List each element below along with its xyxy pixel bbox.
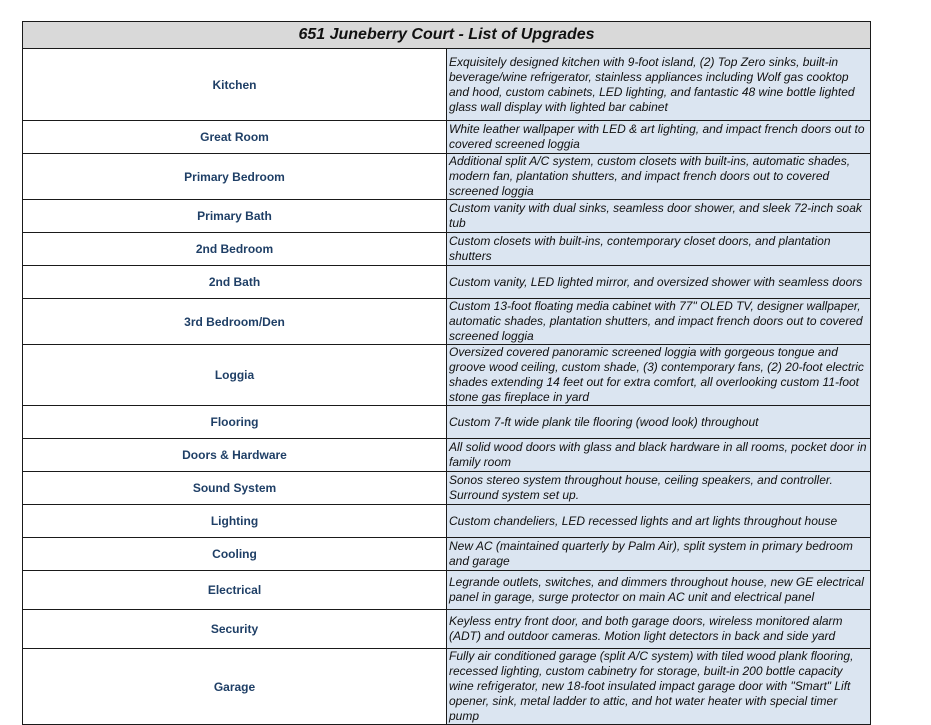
room-label: Cooling: [23, 538, 447, 571]
upgrade-description: Custom vanity, LED lighted mirror, and oversized shower with seamless doors: [447, 266, 871, 299]
table-row-great-room: [23, 121, 871, 154]
table-row-security: [23, 610, 871, 649]
title-row: [23, 22, 871, 49]
upgrade-description: Exquisitely designed kitchen with 9-foot island, (2) Top Zero sinks, built-in beverage/wine refrigerator, stainless appliances including Wolf gas cooktop and hood, custom cabinets, LED lighting, and fantastic 48 wine bottle lighted glass wall display with lighted bar cabinet: [447, 49, 871, 121]
upgrade-description: Custom 13-foot floating media cabinet with 77" OLED TV, designer wallpaper, automatic shades, plantation shutters, and impact french doors out to covered screened loggia: [447, 299, 871, 345]
upgrade-description: Keyless entry front door, and both garage doors, wireless monitored alarm (ADT) and outdoor cameras. Motion light detectors in back and side yard: [447, 610, 871, 649]
room-label: Lighting: [23, 505, 447, 538]
page-title: 651 Juneberry Court - List of Upgrades: [23, 22, 871, 49]
upgrade-description: White leather wallpaper with LED & art lighting, and impact french doors out to covered screened loggia: [447, 121, 871, 154]
upgrade-description: Custom 7-ft wide plank tile flooring (wood look) throughout: [447, 406, 871, 439]
table-row-electrical: [23, 571, 871, 610]
upgrade-description: New AC (maintained quarterly by Palm Air), split system in primary bedroom and garage: [447, 538, 871, 571]
table-row-2nd-bedroom: [23, 233, 871, 266]
table-row-kitchen: [23, 49, 871, 121]
upgrade-description: Legrande outlets, switches, and dimmers throughout house, new GE electrical panel in garage, surge protector on main AC unit and electrical panel: [447, 571, 871, 610]
table-row-cooling: [23, 538, 871, 571]
upgrade-description: Custom chandeliers, LED recessed lights and art lights throughout house: [447, 505, 871, 538]
upgrade-description: Sonos stereo system throughout house, ceiling speakers, and controller. Surround system set up.: [447, 472, 871, 505]
upgrade-description: Additional split A/C system, custom closets with built-ins, automatic shades, modern fan, plantation shutters, and impact french doors out to covered screened loggia: [447, 154, 871, 200]
upgrades-table: [22, 21, 871, 725]
room-label: Doors & Hardware: [23, 439, 447, 472]
room-label: 2nd Bath: [23, 266, 447, 299]
upgrade-description: Custom vanity with dual sinks, seamless door shower, and sleek 72-inch soak tub: [447, 200, 871, 233]
upgrade-description: Fully air conditioned garage (split A/C system) with tiled wood plank flooring, recessed lighting, custom cabinetry for storage, built-in 200 bottle capacity wine refrigerator, new 18-foot insulated impact garage door with "Smart" Lift opener, sink, metal ladder to attic, and hot water heater with special timer pump: [447, 649, 871, 725]
room-label: Security: [23, 610, 447, 649]
table-row-primary-bath: [23, 200, 871, 233]
table-row-2nd-bath: [23, 266, 871, 299]
room-label: Primary Bedroom: [23, 154, 447, 200]
upgrade-description: Custom closets with built-ins, contemporary closet doors, and plantation shutters: [447, 233, 871, 266]
room-label: Loggia: [23, 345, 447, 406]
table-row-loggia: [23, 345, 871, 406]
table-row-doors-hardware: [23, 439, 871, 472]
table-row-3rd-bedroom-den: [23, 299, 871, 345]
room-label: Garage: [23, 649, 447, 725]
upgrade-description: Oversized covered panoramic screened loggia with gorgeous tongue and groove wood ceiling, custom shade, (3) contemporary fans, (2) 20-foot electric shades extending 14 feet out for extra comfort, all overlooking custom 11-foot stone gas fireplace in yard: [447, 345, 871, 406]
table-row-garage: [23, 649, 871, 725]
room-label: 3rd Bedroom/Den: [23, 299, 447, 345]
table-row-lighting: [23, 505, 871, 538]
room-label: Primary Bath: [23, 200, 447, 233]
upgrade-description: All solid wood doors with glass and black hardware in all rooms, pocket door in family room: [447, 439, 871, 472]
room-label: Sound System: [23, 472, 447, 505]
table-row-sound-system: [23, 472, 871, 505]
room-label: Electrical: [23, 571, 447, 610]
room-label: 2nd Bedroom: [23, 233, 447, 266]
room-label: Kitchen: [23, 49, 447, 121]
table-row-flooring: [23, 406, 871, 439]
room-label: Flooring: [23, 406, 447, 439]
room-label: Great Room: [23, 121, 447, 154]
table-row-primary-bedroom: [23, 154, 871, 200]
